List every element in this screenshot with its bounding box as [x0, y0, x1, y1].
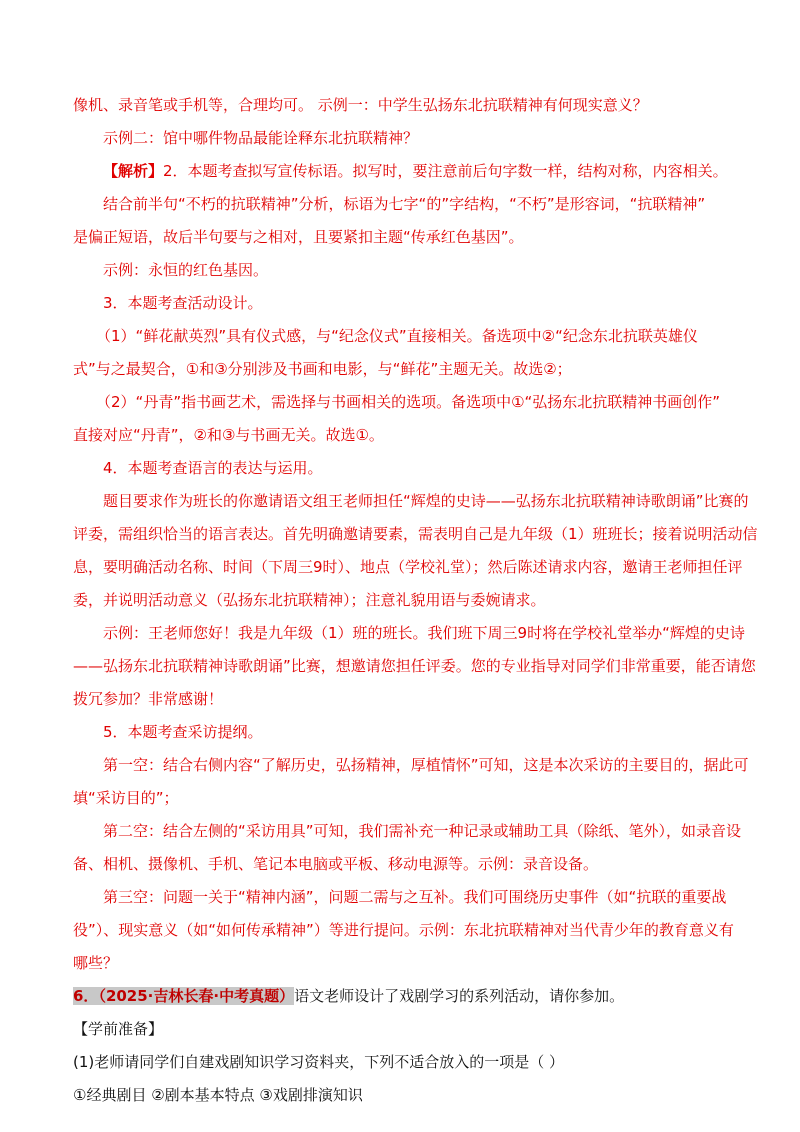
text-line-10: （2）“丹青”指书画艺术，需选择与书画相关的选项。备选项中①“弘扬东北抗联精神书画创作” — [96, 393, 721, 411]
analysis-label: 【解析】 — [103, 162, 164, 180]
section-heading: 【学前准备】 — [73, 1020, 164, 1038]
text-line-27: 哪些？ — [73, 954, 119, 972]
text-line-14: 评委，需组织恰当的语言表达。首先明确邀请要素，需表明自己是九年级（1）班班长；接着说明活动信 — [73, 525, 758, 543]
text-line-19: 拨冗参加？非常感谢！ — [73, 690, 224, 708]
analysis-text: 2．本题考查拟写宣传标语。拟写时，要注意前后句字数一样，结构对称，内容相关。 — [163, 162, 728, 180]
question-number: 6． — [73, 987, 99, 1005]
sub-question: (1)老师请同学们自建戏剧知识学习资料夹，下列不适合放入的一项是（ ） — [73, 1053, 565, 1071]
text-line-25: 第三空：问题一关于“精神内涵”，问题二需与之互补。我们可围绕历史事件（如“抗联的重要战 — [103, 888, 727, 906]
text-line-5: 是偏正短语，故后半句要与之相对，且要紧扣主题“传承红色基因”。 — [73, 228, 524, 246]
text-line-20: 5．本题考查采访提纲。 — [103, 723, 263, 741]
text-line-12: 4．本题考查语言的表达与运用。 — [103, 459, 323, 477]
text-line-18: ——弘扬东北抗联精神诗歌朗诵”比赛，想邀请您担任评委。您的专业指导对同学们非常重要，能否请您 — [73, 657, 756, 675]
text-line-7: 3．本题考查活动设计。 — [103, 294, 263, 312]
question-6-header — [73, 986, 624, 1006]
text-line-23: 第二空：结合左侧的“采访用具”可知，我们需补充一种记录或辅助工具（除纸、笔外），如录音设 — [103, 822, 742, 840]
text-line-22: 填“采访目的”； — [73, 789, 179, 807]
text-line-21: 第一空：结合右侧内容“了解历史，弘扬精神，厚植情怀”可知，这是本次采访的主要目的，据此可 — [103, 756, 749, 774]
text-line-16: 委，并说明活动意义（弘扬东北抗联精神）；注意礼貌用语与委婉请求。 — [73, 591, 546, 609]
question-text: 语文老师设计了戏剧学习的系列活动，请你参加。 — [294, 987, 625, 1005]
text-line-9: 式”与之最契合，①和③分别涉及书画和电影，与“鲜花”主题无关。故选②； — [73, 360, 572, 378]
analysis-line — [103, 161, 728, 181]
text-line-6: 示例：永恒的红色基因。 — [103, 261, 269, 279]
text-line-8: （1）“鲜花献英烈”具有仪式感，与“纪念仪式”直接相关。备选项中②“纪念东北抗联英雄仪 — [96, 327, 698, 345]
text-line-24: 备、相机、摄像机、手机、笔记本电脑或平板、移动电源等。示例：录音设备。 — [73, 855, 599, 873]
text-line-17: 示例：王老师您好！我是九年级（1）班的班长。我们班下周三9时将在学校礼堂举办“辉煌的史诗 — [103, 624, 745, 642]
text-line-15: 息，要明确活动名称、时间（下周三9时）、地点（学校礼堂）；然后陈述请求内容，邀请王老师担任评 — [73, 558, 743, 576]
answer-options: ①经典剧目 ②剧本基本特点 ③戏剧排演知识 — [73, 1086, 363, 1104]
text-line-4: 结合前半句“不朽的抗联精神”分析，标语为七字“的”字结构，“不朽”是形容词，“抗联精神” — [103, 195, 706, 213]
text-line-11: 直接对应“丹青”，②和③与书画无关。故选①。 — [73, 426, 384, 444]
text-line-1: 像机、录音笔或手机等，合理均可。 示例一：中学生弘扬东北抗联精神有何现实意义？ — [73, 96, 648, 114]
text-line-2: 示例二：馆中哪件物品最能诠释东北抗联精神？ — [103, 129, 419, 147]
text-line-13: 题目要求作为班长的你邀请语文组王老师担任“辉煌的史诗——弘扬东北抗联精神诗歌朗诵”比赛的 — [103, 492, 749, 510]
text-line-26: 役”）、现实意义（如“如何传承精神”）等进行提问。示例：东北抗联精神对当代青少年的教育意义有 — [73, 921, 734, 939]
question-source-tag: （2025·吉林长春·中考真题） — [98, 987, 295, 1005]
